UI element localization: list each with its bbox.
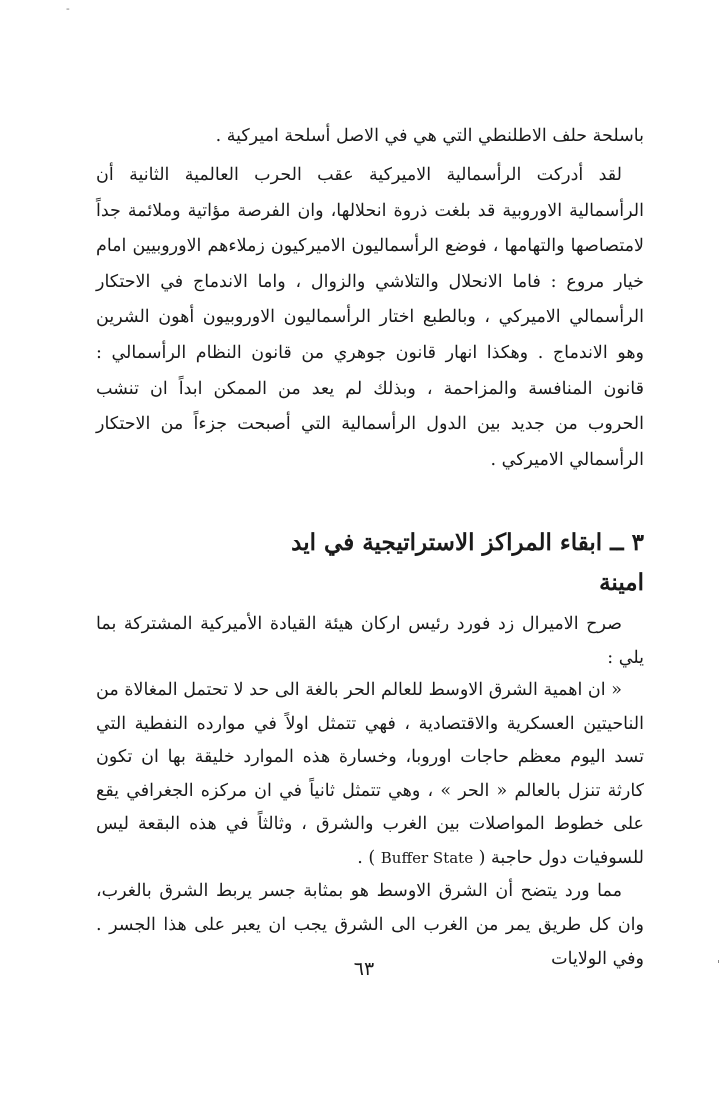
- buffer-state-term: Buffer State: [380, 848, 474, 867]
- quote-text: « ان اهمية الشرق الاوسط للعالم الحر بالغة الى حد لا تحتمل المغالاة من الناحيتين العسكرية والاقتصادية ، فهي تتمثل اولاً في موارده النفطية التي تسد اليوم معظم حاجات اوروبا، وخسارة هذه الموارد خليقة بها ان تكون كارثة تنزل بالعالم « الحر » ، وهي تتمثل ثانياً في ان مركزه الجغرافي يقع على خطوط المواصلات بين الغرب والشرق ، وثالثاً في هذه البقعة ليس للسوفيات دول حاجبة (: [96, 680, 644, 868]
- paragraph-5: مما ورد يتضح أن الشرق الاوسط هو بمثابة جسر يربط الشرق بالغرب، وان كل طريق يمر من الغرب الى الشرق يجب ان يعبر على هذا الجسر . وفي الولايات: [96, 881, 644, 969]
- page-number: ٦٣: [353, 958, 375, 980]
- paragraph-2: لقد أدركت الرأسمالية الاميركية عقب الحرب العالمية الثانية أن الرأسمالية الاوروبية قد بلغت ذروة انحلالها، وان الفرصة مؤاتية وملائمة جداً لامتصاصها والتهامها ، فوضع الرأسماليون الاميركيون زملاءهم الاوروبيين امام خيار مروع : فاما الانحلال والتلاشي والزوال ، واما الاندماج في الاحتكار الرأسمالي الاميركي ، وبالطبع اختار الرأسماليون الاوروبيون أهون الشرين وهو الاندماج . وهكذا انهار قانون جوهري من قانون النظام الرأسمالي : قانون المنافسة والمزاحمة ، وبذلك لم يعد من الممكن ابداً ان تنشب الحروب من جديد بين الدول الرأسمالية التي أصبحت جزءاً من الاحتكار الرأسمالي الاميركي .: [96, 165, 644, 470]
- quote-end: ) .: [357, 847, 376, 868]
- quote-paragraph: [96, 674, 644, 876]
- section-heading: ٣ ــ ابقاء المراكز الاستراتيجية في ايد امينة: [291, 529, 644, 596]
- scan-mark: ': [717, 958, 721, 971]
- paragraph-1: باسلحة حلف الاطلنطي التي هي في الاصل أسلحة اميركية .: [215, 126, 644, 146]
- paragraph-3: صرح الاميرال زد فورد رئيس اركان هيئة القيادة الأميركية المشتركة بما يلي :: [96, 614, 644, 668]
- scan-mark: -: [66, 2, 70, 15]
